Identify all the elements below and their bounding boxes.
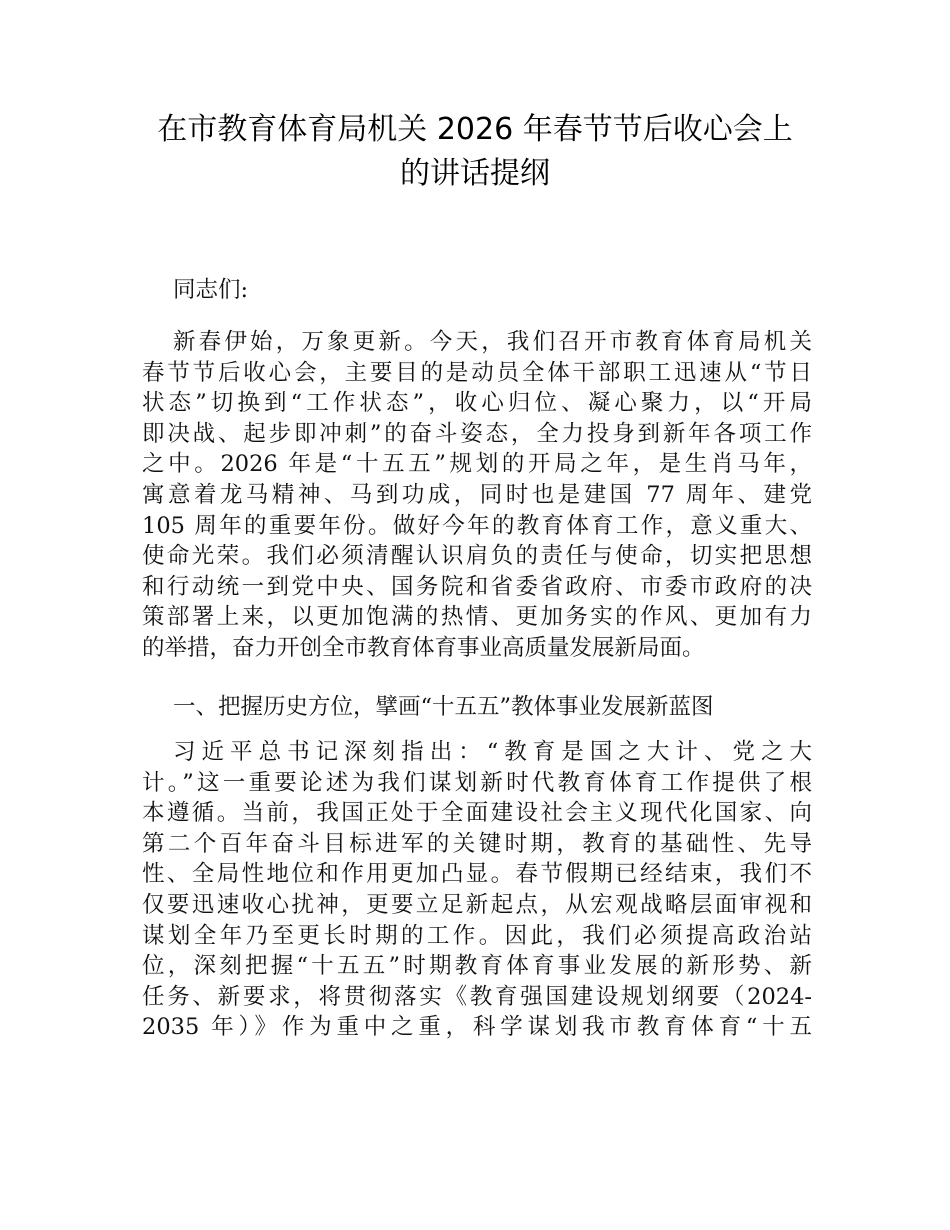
text-line: 任务、新要求，将贯彻落实《教育强国建设规划纲要（2024- [142,983,812,1010]
title-line: 在市教育体育局机关 2026 年春节节后收心会上 [157,112,793,147]
paragraph-intro [142,327,812,664]
text-line: 本遵循。当前，我国正处于全面建设社会主义现代化国家、向 [142,800,812,827]
text-line: 之中。2026 年是“十五五”规划的开局之年，是生肖马年， [142,451,812,478]
text-line: 状态”切换到“工作状态”，收心归位、凝心聚力，以“开局 [142,390,812,417]
document-title [120,108,830,196]
text-line: 即决战、起步即冲刺”的奋斗姿态，全力投身到新年各项工作 [142,420,812,447]
text-line: 第二个百年奋斗目标进军的关键时期，教育的基础性、先导 [142,830,812,857]
text-line: 春节节后收心会，主要目的是动员全体干部职工迅速从“节日 [142,359,812,386]
paragraph-section-one [142,737,812,1043]
text-line: 使命光荣。我们必须清醒认识肩负的责任与使命，切实把思想 [142,543,812,570]
text-line: 性、全局性地位和作用更加凸显。春节假期已经结束，我们不 [142,861,812,888]
title-line: 的讲话提纲 [400,156,550,191]
text-line: 105 周年的重要年份。做好今年的教育体育工作，意义重大、 [142,512,812,539]
text-line: 策部署上来，以更加饱满的热情、更加务实的作风、更加有力 [142,604,812,631]
text-line: 仅要迅速收心扰神，更要立足新起点，从宏观战略层面审视和 [142,891,812,918]
text-line: 2035 年）》作为重中之重，科学谋划我市教育体育“十五 [142,1014,812,1041]
salutation: 同志们: [173,277,249,303]
text-line: 位，深刻把握“十五五”时期教育体育事业发展的新形势、新 [142,953,812,980]
text-line: 的举措，奋力开创全市教育体育事业高质量发展新局面。 [142,634,705,661]
text-line: 和行动统一到党中央、国务院和省委省政府、市委市政府的决 [142,573,812,600]
text-line: 新春伊始，万象更新。今天，我们召开市教育体育局机关 [173,329,812,355]
section-heading: 一、把握历史方位，擘画“十五五”教体事业发展新蓝图 [173,694,714,720]
text-line: 谋划全年乃至更长时期的工作。因此，我们必须提高政治站 [142,922,812,949]
text-line: 习近平总书记深刻指出：“教育是国之大计、党之大 [173,739,812,765]
text-line: 寓意着龙马精神、马到功成，同时也是建国 77 周年、建党 [142,481,812,508]
text-line: 计。”这一重要论述为我们谋划新时代教育体育工作提供了根 [142,769,812,796]
